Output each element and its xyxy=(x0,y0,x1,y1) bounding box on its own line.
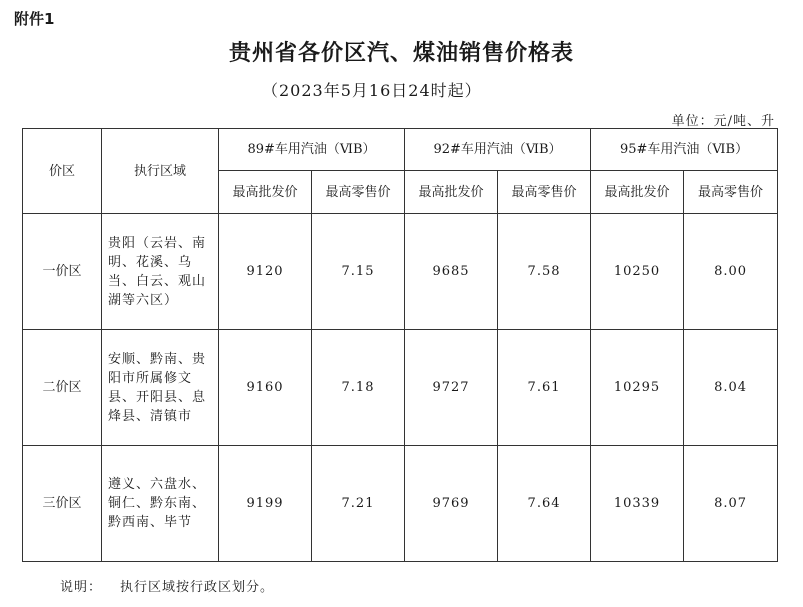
header-retail: 最高零售价 xyxy=(684,171,778,214)
price-92-retail: 7.61 xyxy=(498,330,591,446)
header-wholesale: 最高批发价 xyxy=(405,171,498,214)
unit-note: 单位：元/吨、升 xyxy=(671,114,775,129)
price-95-retail: 8.07 xyxy=(684,446,778,562)
header-retail: 最高零售价 xyxy=(498,171,591,214)
header-zone: 价区 xyxy=(23,129,102,214)
zone-cell: 二价区 xyxy=(23,330,102,446)
zone-cell: 一价区 xyxy=(23,214,102,330)
table-row xyxy=(23,330,778,446)
price-89-retail: 7.18 xyxy=(312,330,405,446)
header-row xyxy=(23,129,778,171)
price-92-wholesale: 9769 xyxy=(405,446,498,562)
price-95-wholesale: 10339 xyxy=(591,446,684,562)
footnote-label: 说明： xyxy=(60,580,103,595)
price-95-retail: 8.04 xyxy=(684,330,778,446)
header-wholesale: 最高批发价 xyxy=(219,171,312,214)
price-92-wholesale: 9727 xyxy=(405,330,498,446)
header-retail: 最高零售价 xyxy=(312,171,405,214)
document-title: 贵州省各价区汽、煤油销售价格表 xyxy=(228,40,574,66)
price-95-wholesale: 10295 xyxy=(591,330,684,446)
table-row xyxy=(23,214,778,330)
header-fuel-89: 89#车用汽油（ⅥB） xyxy=(219,129,405,171)
price-92-wholesale: 9685 xyxy=(405,214,498,330)
price-92-retail: 7.58 xyxy=(498,214,591,330)
header-fuel-95: 95#车用汽油（ⅥB） xyxy=(591,129,778,171)
region-cell: 贵阳（云岩、南明、花溪、乌当、白云、观山湖等六区） xyxy=(102,214,219,330)
price-89-wholesale: 9199 xyxy=(219,446,312,562)
price-92-retail: 7.64 xyxy=(498,446,591,562)
table-row xyxy=(23,446,778,562)
region-cell: 安顺、黔南、贵阳市所属修文县、开阳县、息烽县、清镇市 xyxy=(102,330,219,446)
header-wholesale: 最高批发价 xyxy=(591,171,684,214)
price-95-retail: 8.00 xyxy=(684,214,778,330)
zone-cell: 三价区 xyxy=(23,446,102,562)
price-89-wholesale: 9120 xyxy=(219,214,312,330)
header-region: 执行区域 xyxy=(102,129,219,214)
attachment-label: 附件1 xyxy=(14,10,55,28)
effective-date: （2023年5月16日24时起） xyxy=(262,81,482,100)
footnote-text: 执行区域按行政区划分。 xyxy=(120,580,275,595)
footnote xyxy=(60,576,274,595)
price-95-wholesale: 10250 xyxy=(591,214,684,330)
header-fuel-92: 92#车用汽油（ⅥB） xyxy=(405,129,591,171)
region-cell: 遵义、六盘水、铜仁、黔东南、黔西南、毕节 xyxy=(102,446,219,562)
price-89-wholesale: 9160 xyxy=(219,330,312,446)
price-89-retail: 7.21 xyxy=(312,446,405,562)
price-89-retail: 7.15 xyxy=(312,214,405,330)
price-table xyxy=(22,128,778,562)
